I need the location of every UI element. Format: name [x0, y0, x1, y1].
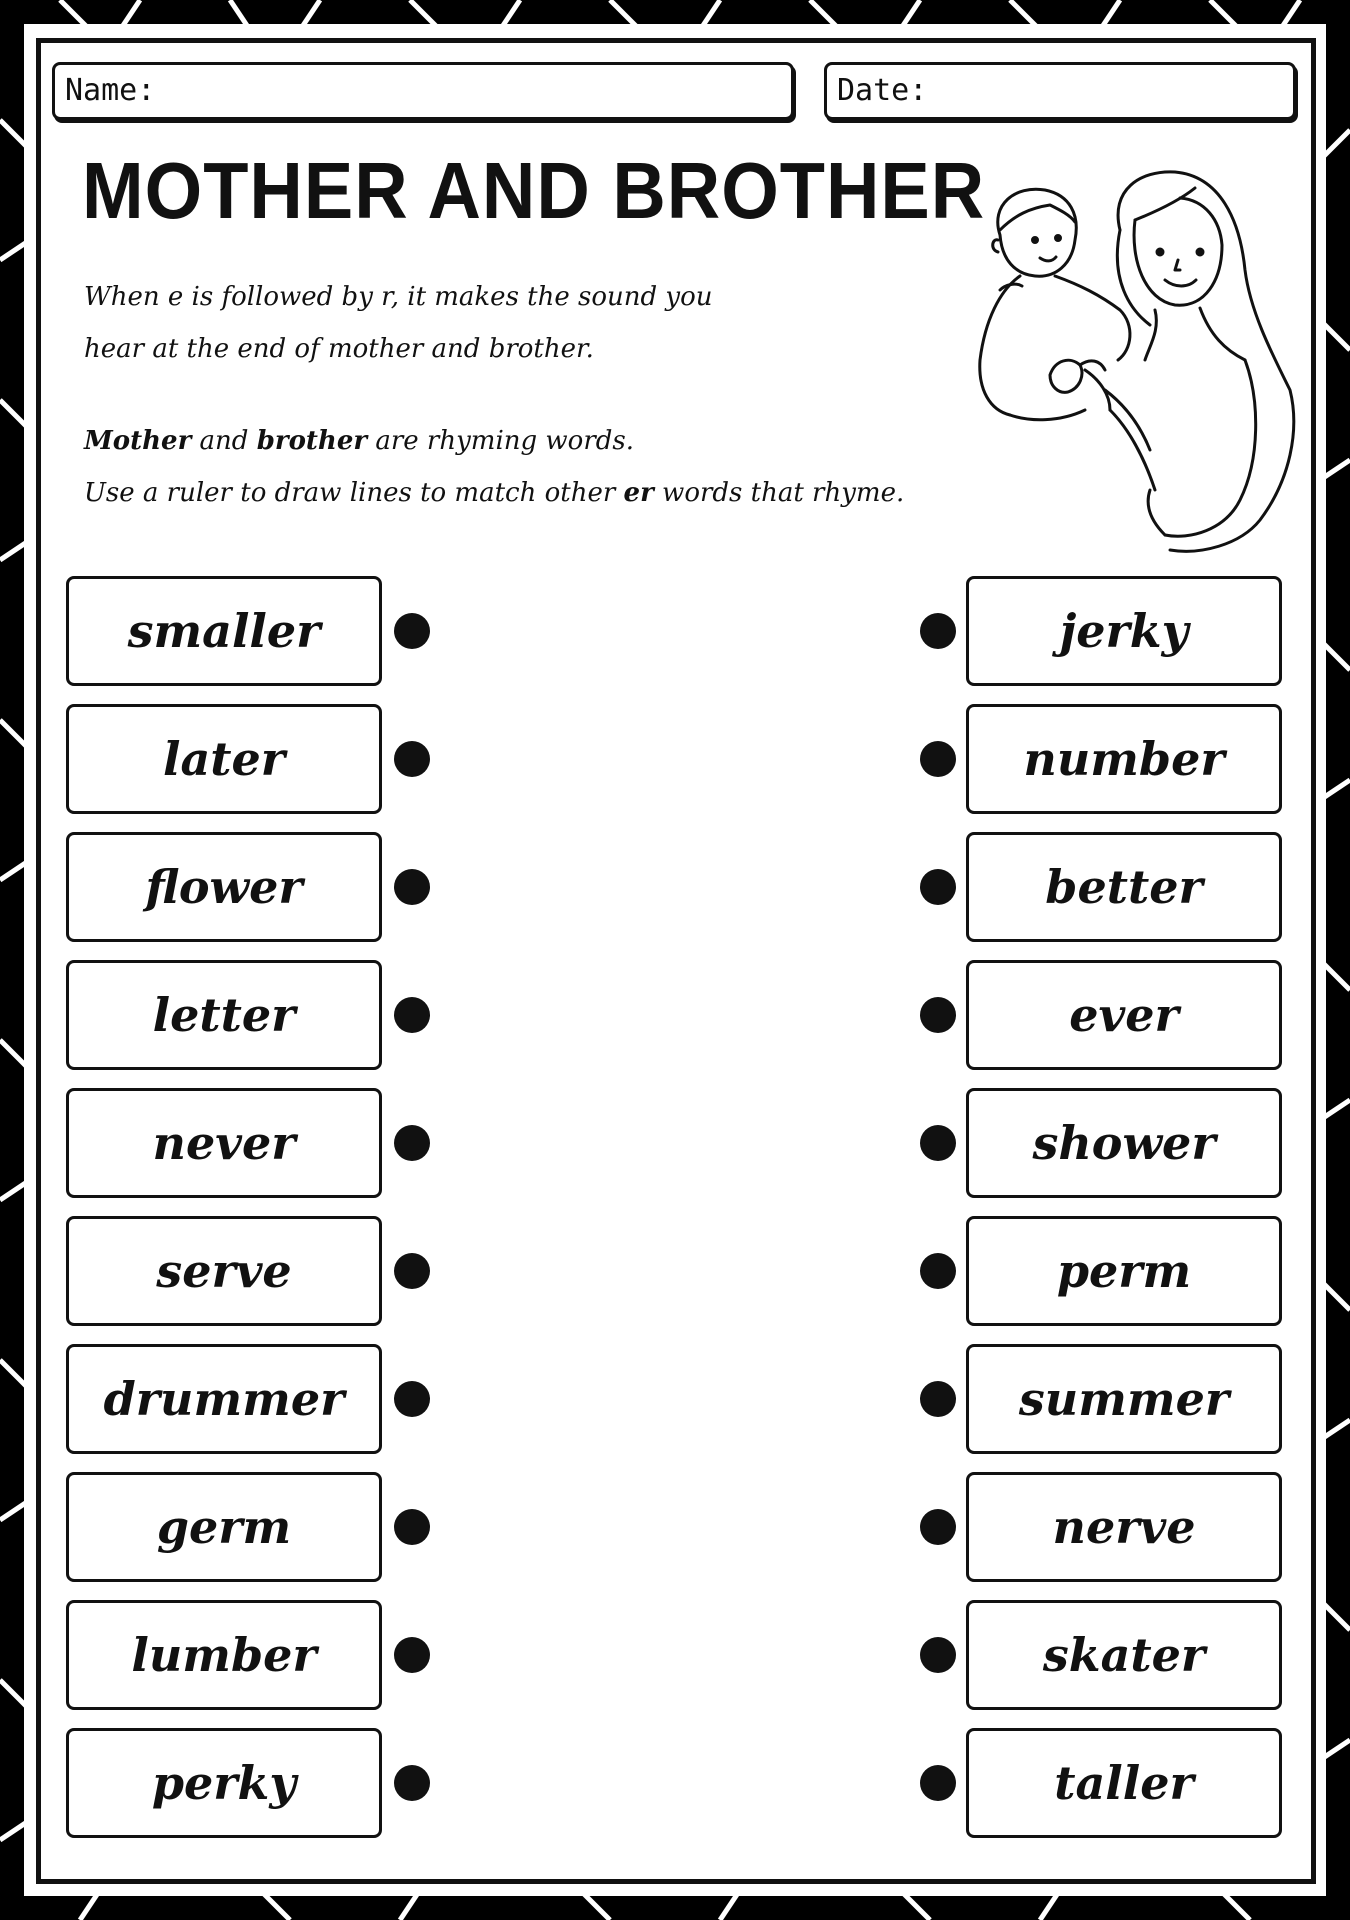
right-word-box: jerky: [966, 576, 1282, 686]
right-word-box: taller: [966, 1728, 1282, 1838]
right-word-box: number: [966, 704, 1282, 814]
right-match-dot[interactable]: [920, 613, 956, 649]
right-match-dot[interactable]: [920, 1381, 956, 1417]
left-match-dot[interactable]: [394, 1509, 430, 1545]
left-word-box: lumber: [66, 1600, 382, 1710]
er-bold: er: [623, 478, 654, 508]
name-field[interactable]: [52, 62, 794, 120]
left-word-box: perky: [66, 1728, 382, 1838]
right-word-box: nerve: [966, 1472, 1282, 1582]
right-match-dot[interactable]: [920, 997, 956, 1033]
word-brother-bold: brother: [256, 426, 368, 456]
right-match-dot[interactable]: [920, 1509, 956, 1545]
right-match-dot[interactable]: [920, 1125, 956, 1161]
right-word-box: ever: [966, 960, 1282, 1070]
right-word-box: skater: [966, 1600, 1282, 1710]
left-match-dot[interactable]: [394, 1253, 430, 1289]
instruction-line-1: When e is followed by r, it makes the sound you: [84, 282, 713, 312]
left-word-box: letter: [66, 960, 382, 1070]
left-match-dot[interactable]: [394, 1125, 430, 1161]
right-word-box: summer: [966, 1344, 1282, 1454]
left-word-box: drummer: [66, 1344, 382, 1454]
left-match-dot[interactable]: [394, 1637, 430, 1673]
right-match-dot[interactable]: [920, 1637, 956, 1673]
left-word-box: serve: [66, 1216, 382, 1326]
word-mother-bold: Mother: [84, 426, 192, 456]
left-word-box: germ: [66, 1472, 382, 1582]
name-label: Name:: [65, 73, 156, 108]
right-match-dot[interactable]: [920, 869, 956, 905]
left-match-dot[interactable]: [394, 997, 430, 1033]
date-label: Date:: [837, 73, 928, 108]
worksheet-title: MOTHER AND BROTHER: [82, 145, 986, 236]
instruction-line-4: Use a ruler to draw lines to match other er words that rhyme.: [84, 478, 905, 508]
left-word-box: flower: [66, 832, 382, 942]
left-match-dot[interactable]: [394, 613, 430, 649]
left-word-box: never: [66, 1088, 382, 1198]
instruction-line-2: hear at the end of mother and brother.: [84, 334, 594, 364]
date-field[interactable]: [824, 62, 1296, 120]
mother-and-child-illustration: [960, 160, 1300, 560]
right-match-dot[interactable]: [920, 1253, 956, 1289]
left-match-dot[interactable]: [394, 1765, 430, 1801]
instruction-line-3: Mother and brother are rhyming words.: [84, 426, 634, 456]
right-word-box: perm: [966, 1216, 1282, 1326]
right-word-box: shower: [966, 1088, 1282, 1198]
right-match-dot[interactable]: [920, 1765, 956, 1801]
left-match-dot[interactable]: [394, 1381, 430, 1417]
left-match-dot[interactable]: [394, 741, 430, 777]
left-word-box: smaller: [66, 576, 382, 686]
right-match-dot[interactable]: [920, 741, 956, 777]
left-word-box: later: [66, 704, 382, 814]
right-word-box: better: [966, 832, 1282, 942]
left-match-dot[interactable]: [394, 869, 430, 905]
